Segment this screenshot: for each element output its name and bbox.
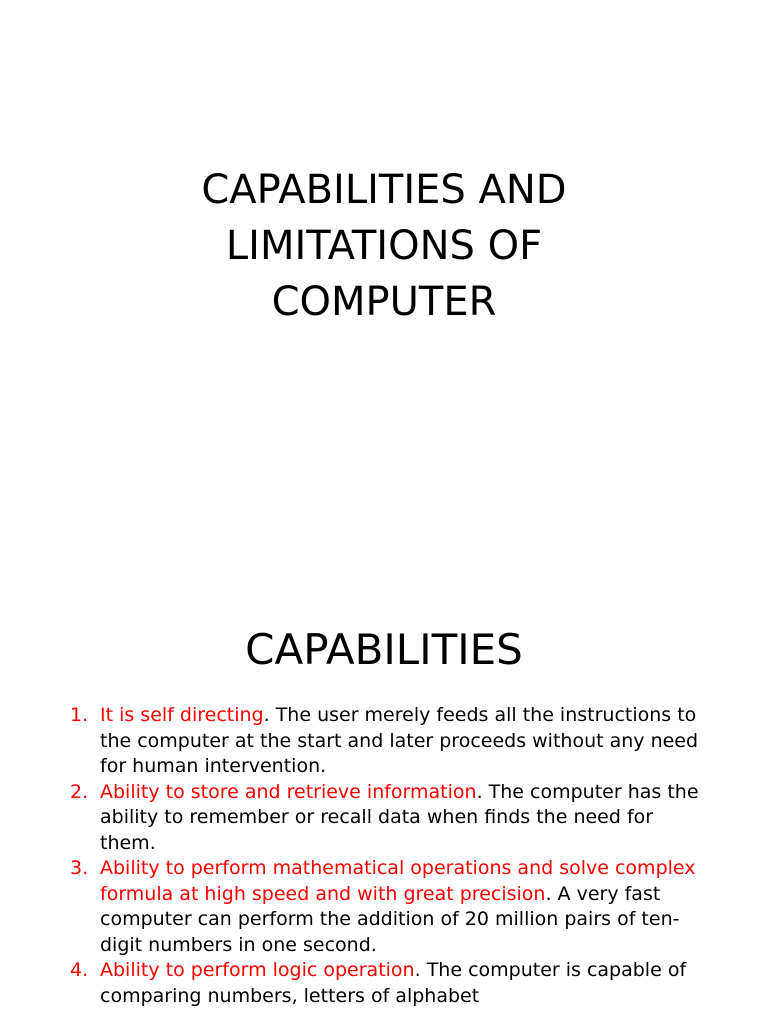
list-item-keyphrase: Ability to perform logic operation (100, 959, 415, 981)
list-item-description: . The user merely feeds all the instructions to the computer at the start and later proceeds without any need for human intervention. (100, 704, 699, 777)
list-item (70, 703, 710, 780)
capabilities-heading: CAPABILITIES (245, 625, 523, 674)
list-item (70, 780, 710, 857)
slide-title (0, 162, 768, 330)
list-item-description: . A very fast computer can perform the addition of 20 million pairs of ten-digit numbers in one second. (100, 882, 680, 956)
list-item-number: 1. (70, 704, 89, 726)
slide-title-line: LIMITATIONS OF (225, 223, 543, 269)
list-item-description: . The computer is capable of comparing numbers, letters of alphabet (100, 959, 687, 1007)
list-item-number: 4. (70, 959, 89, 981)
list-item-description: . The computer has the ability to remember or recall data when finds the need for them. (100, 780, 699, 854)
list-item-keyphrase: It is self directing (100, 704, 264, 726)
list-item (70, 856, 710, 958)
list-item-keyphrase: Ability to store and retrieve information (100, 780, 477, 803)
capabilities-list (70, 703, 710, 1009)
list-item-keyphrase: Ability to perform mathematical operations and solve complex formula at high speed and with great precision (100, 857, 696, 905)
slide-title-line: COMPUTER (271, 279, 497, 325)
list-item (70, 958, 710, 1009)
list-item-number: 3. (70, 857, 89, 879)
list-item-number: 2. (70, 780, 89, 803)
capabilities-slide (0, 576, 768, 1024)
slide-title-line: CAPABILITIES AND (201, 167, 567, 213)
